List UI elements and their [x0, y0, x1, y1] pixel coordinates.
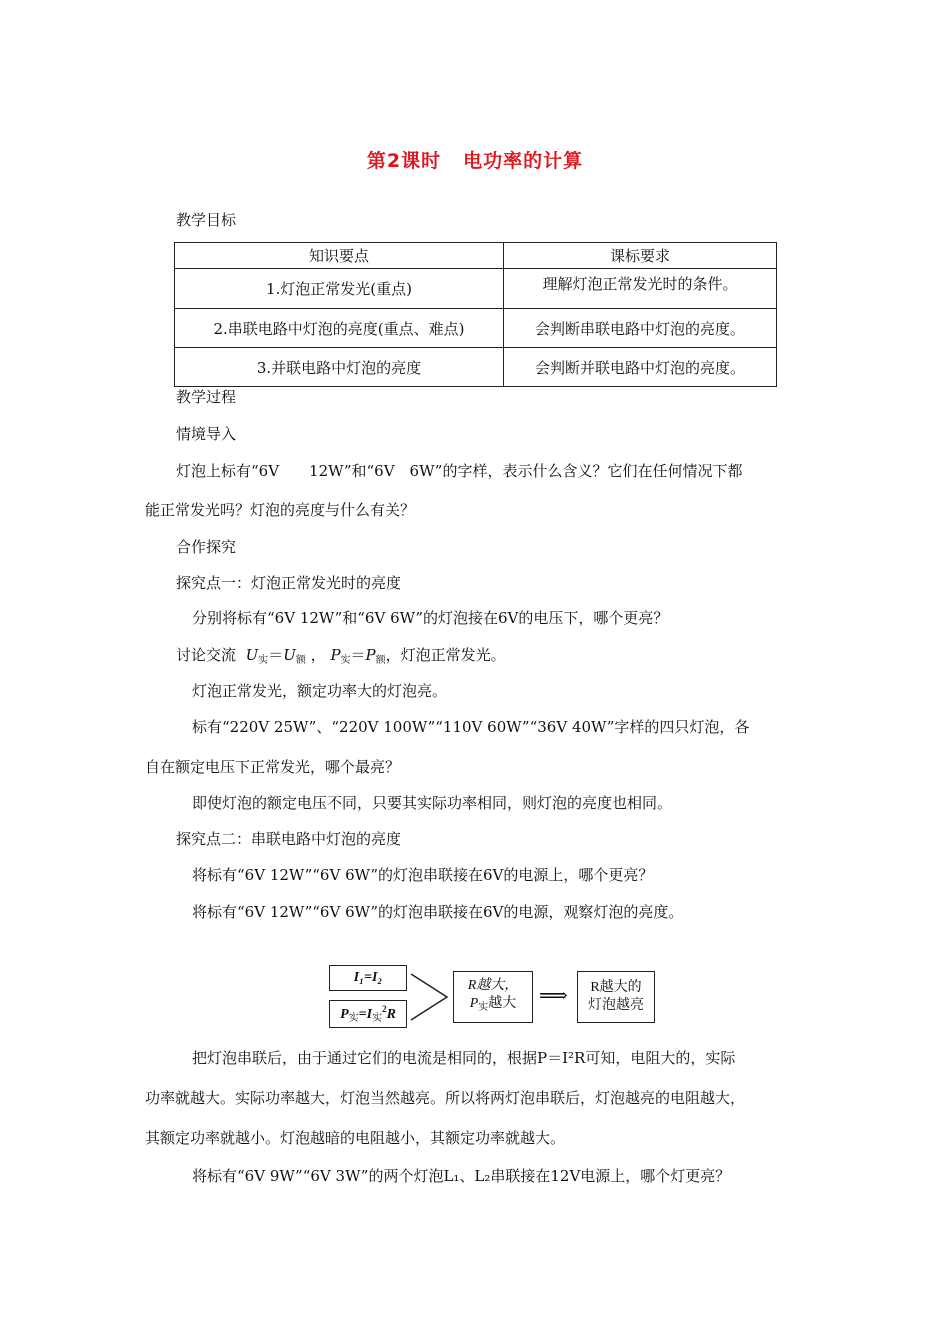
- merge-lines: [409, 971, 451, 1023]
- lesson-number: 第2课时: [366, 150, 442, 172]
- subscript: 实: [348, 1013, 359, 1024]
- objectives-table: [174, 242, 777, 387]
- table-cell: 会判断串联电路中灯泡的亮度。: [504, 309, 777, 348]
- page-title: [0, 146, 950, 173]
- subscript: 实: [340, 655, 351, 666]
- conclusion-box: [577, 971, 655, 1023]
- equals: ＝: [350, 646, 366, 664]
- equals: ＝: [268, 646, 284, 664]
- paragraph-line: 把灯泡串联后，由于通过它们的电流是相同的，根据P＝I²R可知，电阻大的，实际: [192, 1049, 736, 1067]
- paragraph-line: 自在额定电压下正常发光，哪个最亮？: [145, 758, 401, 776]
- discussion-tail: ，灯泡正常发光。: [385, 646, 506, 664]
- subscript: 实: [478, 1002, 489, 1013]
- paragraph-line: 即使灯泡的额定电压不同，只要其实际功率相同，则灯泡的亮度也相同。: [192, 794, 673, 812]
- symbol-r: R: [386, 1007, 396, 1022]
- symbol-p: P: [365, 646, 376, 664]
- implies-arrow-icon: ⟹: [539, 983, 568, 1007]
- point2-heading: 探究点二：串联电路中灯泡的亮度: [176, 830, 402, 848]
- formula-mid: =I: [358, 1007, 373, 1022]
- table-cell: 理解灯泡正常发光时的条件。: [504, 269, 777, 309]
- point1-heading: 探究点一：灯泡正常发光时的亮度: [176, 574, 402, 592]
- lesson-topic: 电功率的计算: [463, 150, 584, 172]
- discussion-line: 讨论交流 $U_实=U_额$ ， $P_实=P_额$，灯泡正常发光。: [176, 646, 506, 666]
- subscript: 额: [295, 655, 306, 666]
- table-row: [175, 348, 777, 387]
- table-header-requirement: 课标要求: [504, 243, 777, 269]
- symbol-p: P: [330, 646, 341, 664]
- power-line-rest: 越大: [488, 996, 517, 1011]
- table-cell: 会判断并联电路中灯泡的亮度。: [504, 348, 777, 387]
- intro-heading: 情境导入: [176, 425, 237, 443]
- equal-current-label: I₁=I₂: [353, 970, 383, 985]
- coop-heading: 合作探究: [176, 538, 237, 556]
- table-cell: 3.并联电路中灯泡的亮度: [175, 348, 504, 387]
- symbol-p: P: [469, 996, 479, 1011]
- paragraph-line: 标有“220V 25W”、“220V 100W”“110V 60W”“36V 40W”字样的四只灯泡，各: [192, 718, 750, 736]
- subscript: 实: [372, 1013, 383, 1024]
- table-header-knowledge: 知识要点: [175, 243, 504, 269]
- objectives-heading: 教学目标: [176, 211, 237, 229]
- power-line: [470, 995, 517, 1017]
- resistance-power-box: [453, 971, 533, 1023]
- paragraph-line: 将标有“6V 12W”“6V 6W”的灯泡串联接在6V的电源上，哪个更亮？: [192, 866, 654, 884]
- subscript: 额: [375, 655, 386, 666]
- paragraph-line: 功率就越大。实际功率越大，灯泡当然越亮。所以将两灯泡串联后，灯泡越亮的电阻越大，: [145, 1089, 746, 1107]
- series-brightness-diagram: [329, 965, 659, 1031]
- symbol-u: U: [245, 646, 259, 664]
- equal-current-box: [329, 965, 407, 991]
- process-heading: 教学过程: [176, 388, 237, 406]
- power-formula-box: $P_实=I_实^2R$: [329, 1000, 407, 1028]
- conclusion-line: R越大的: [590, 980, 642, 995]
- symbol-u: U: [283, 646, 296, 664]
- conclusion-line: 灯泡越亮: [588, 998, 644, 1013]
- paragraph-line: 将标有“6V 12W”“6V 6W”的灯泡串联接在6V的电源，观察灯泡的亮度。: [192, 903, 684, 921]
- resistance-line: R越大，: [467, 978, 519, 993]
- subscript: 实: [258, 655, 269, 666]
- discussion-label: 讨论交流: [176, 646, 237, 664]
- paragraph-line: 其额定功率就越小。灯泡越暗的电阻越小，其额定功率就越大。: [145, 1129, 566, 1147]
- paragraph-line: 分别将标有“6V 12W”和“6V 6W”的灯泡接在6V的电压下，哪个更亮？: [192, 609, 669, 627]
- table-cell: 1.灯泡正常发光(重点): [175, 269, 504, 309]
- table-row: [175, 269, 777, 309]
- paragraph-line: 灯泡上标有“6V 12W”和“6V 6W”的字样，表示什么含义？它们在任何情况下都: [176, 462, 743, 480]
- symbol-p: P: [340, 1007, 349, 1022]
- table-cell: 2.串联电路中灯泡的亮度(重点、难点): [175, 309, 504, 348]
- table-row: [175, 309, 777, 348]
- paragraph-line: 能正常发光吗？灯泡的亮度与什么有关？: [145, 501, 416, 519]
- paragraph-line: 将标有“6V 9W”“6V 3W”的两个灯泡L₁、L₂串联接在12V电源上，哪个灯更亮？: [192, 1167, 731, 1185]
- paragraph-line: 灯泡正常发光，额定功率大的灯泡亮。: [192, 682, 448, 700]
